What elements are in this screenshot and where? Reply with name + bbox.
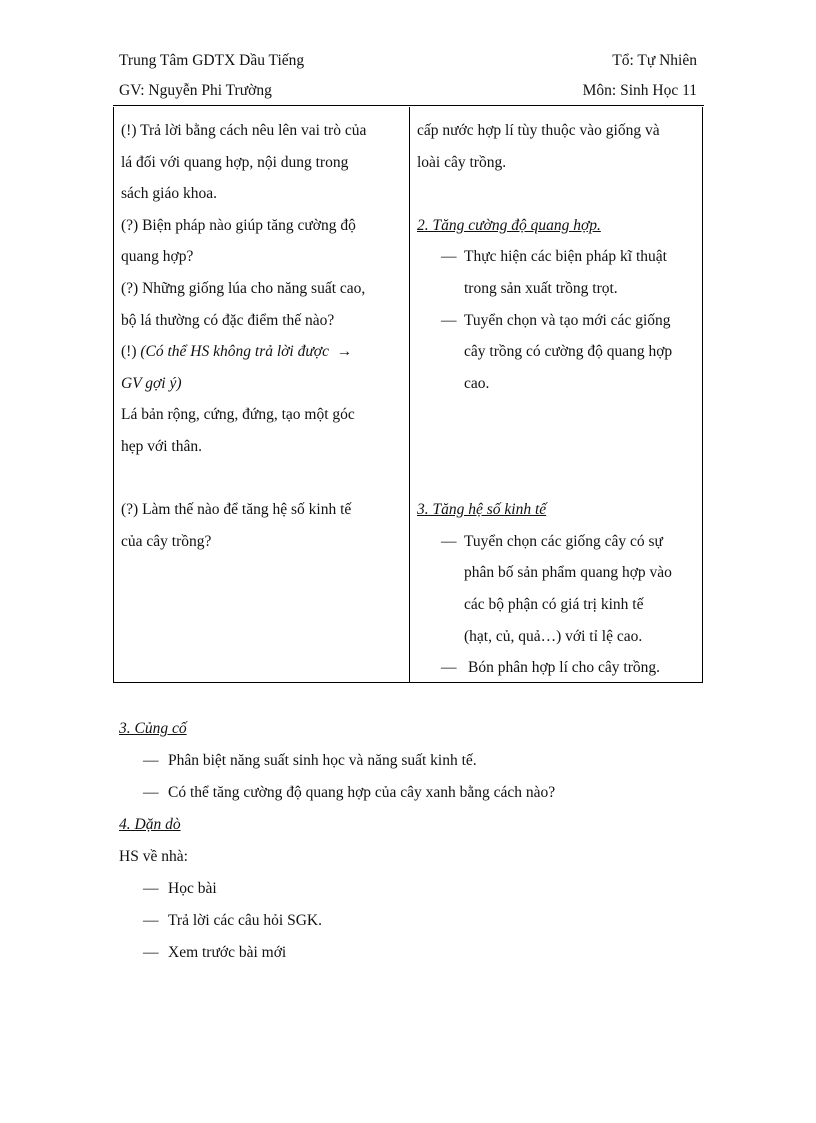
lesson-table bbox=[113, 107, 703, 683]
text-line: loài cây trồng. bbox=[417, 153, 507, 171]
table-column-divider bbox=[409, 107, 410, 682]
text-line: quang hợp? bbox=[121, 248, 194, 266]
dash-bullet-icon: — bbox=[441, 532, 457, 550]
text-line: Lá bản rộng, cứng, đứng, tạo một góc bbox=[121, 406, 355, 424]
bullet-continuation: trong sản xuất trồng trọt. bbox=[464, 279, 618, 297]
dash-bullet-icon: — bbox=[441, 659, 457, 677]
dash-bullet-icon: — bbox=[441, 248, 457, 266]
text-line: lá đối với quang hợp, nội dung trong bbox=[121, 153, 349, 171]
bullet-line: — Tuyển chọn các giống cây có sự bbox=[417, 526, 699, 558]
dash-bullet-icon: — bbox=[143, 752, 159, 769]
after-table-section bbox=[119, 713, 699, 969]
bullet-line: — Có thể tăng cường độ quang hợp của cây xanh bằng cách nào? bbox=[119, 777, 699, 809]
bullet-continuation: (hạt, củ, quả…) với tỉ lệ cao. bbox=[464, 627, 643, 645]
bullet-continuation: phân bố sản phẩm quang hợp vào bbox=[464, 564, 672, 582]
spacer bbox=[121, 463, 401, 495]
bullet-line: — Bón phân hợp lí cho cây trồng. bbox=[417, 652, 699, 684]
spacer bbox=[417, 399, 699, 431]
header-divider bbox=[113, 105, 704, 106]
text-line: (?) Làm thế nào để tăng hệ số kinh tế bbox=[121, 501, 352, 519]
hint-text: (Có thể HS không trả lời được bbox=[140, 343, 329, 361]
text-line: hẹp với thân. bbox=[121, 437, 202, 455]
bullet-line: — Học bài bbox=[119, 873, 699, 905]
text-line: (!) Trả lời bằng cách nêu lên vai trò của bbox=[121, 122, 367, 139]
spacer bbox=[417, 178, 699, 210]
bullet-continuation: cây trồng có cường độ quang hợp bbox=[464, 343, 673, 361]
dash-bullet-icon: — bbox=[441, 311, 457, 329]
answer-marker: (!) bbox=[121, 343, 141, 361]
content-column bbox=[417, 115, 699, 684]
text-line: sách giáo khoa. bbox=[121, 185, 217, 203]
section-heading-cungco: 3. Củng cố bbox=[119, 720, 187, 737]
teacher-name: GV: Nguyễn Phi Trường bbox=[119, 82, 272, 99]
homework-intro: HS về nhà: bbox=[119, 848, 188, 865]
spacer bbox=[417, 431, 699, 463]
dash-bullet-icon: — bbox=[143, 912, 159, 929]
bullet-continuation: các bộ phận có giá trị kinh tế bbox=[464, 595, 644, 613]
section-heading-3: 3. Tăng hệ số kinh tế bbox=[417, 501, 547, 519]
bullet-line: — Trả lời các câu hỏi SGK. bbox=[119, 905, 699, 937]
text-line: cấp nước hợp lí tùy thuộc vào giống và bbox=[417, 122, 660, 139]
group-name: Tổ: Tự Nhiên bbox=[612, 52, 697, 69]
dash-bullet-icon: — bbox=[143, 880, 159, 897]
bullet-line: — Phân biệt năng suất sinh học và năng suất kinh tế. bbox=[119, 745, 699, 777]
school-name: Trung Tâm GDTX Dầu Tiếng bbox=[119, 52, 305, 69]
bullet-line: — Xem trước bài mới bbox=[119, 937, 699, 969]
text-line: (?) Những giống lúa cho năng suất cao, bbox=[121, 279, 366, 297]
bullet-line: — Thực hiện các biện pháp kĩ thuật bbox=[417, 241, 699, 273]
bullet-continuation: cao. bbox=[464, 374, 490, 392]
dash-bullet-icon: — bbox=[143, 784, 159, 801]
subject-name: Môn: Sinh Học 11 bbox=[582, 82, 697, 99]
text-line: (?) Biện pháp nào giúp tăng cường độ bbox=[121, 216, 356, 234]
arrow-right-icon: → bbox=[336, 343, 353, 361]
dash-bullet-icon: — bbox=[143, 944, 159, 961]
bullet-line: — Tuyển chọn và tạo mới các giống bbox=[417, 305, 699, 337]
teacher-student-activity-column bbox=[121, 115, 401, 557]
text-line bbox=[121, 336, 401, 368]
spacer bbox=[417, 463, 699, 495]
section-heading-2: 2. Tăng cường độ quang hợp. bbox=[417, 216, 601, 234]
text-line: bộ lá thường có đặc điểm thế nào? bbox=[121, 311, 335, 329]
text-line: GV gợi ý) bbox=[121, 374, 182, 392]
text-line: của cây trồng? bbox=[121, 532, 212, 550]
section-heading-dando: 4. Dặn dò bbox=[119, 816, 181, 833]
